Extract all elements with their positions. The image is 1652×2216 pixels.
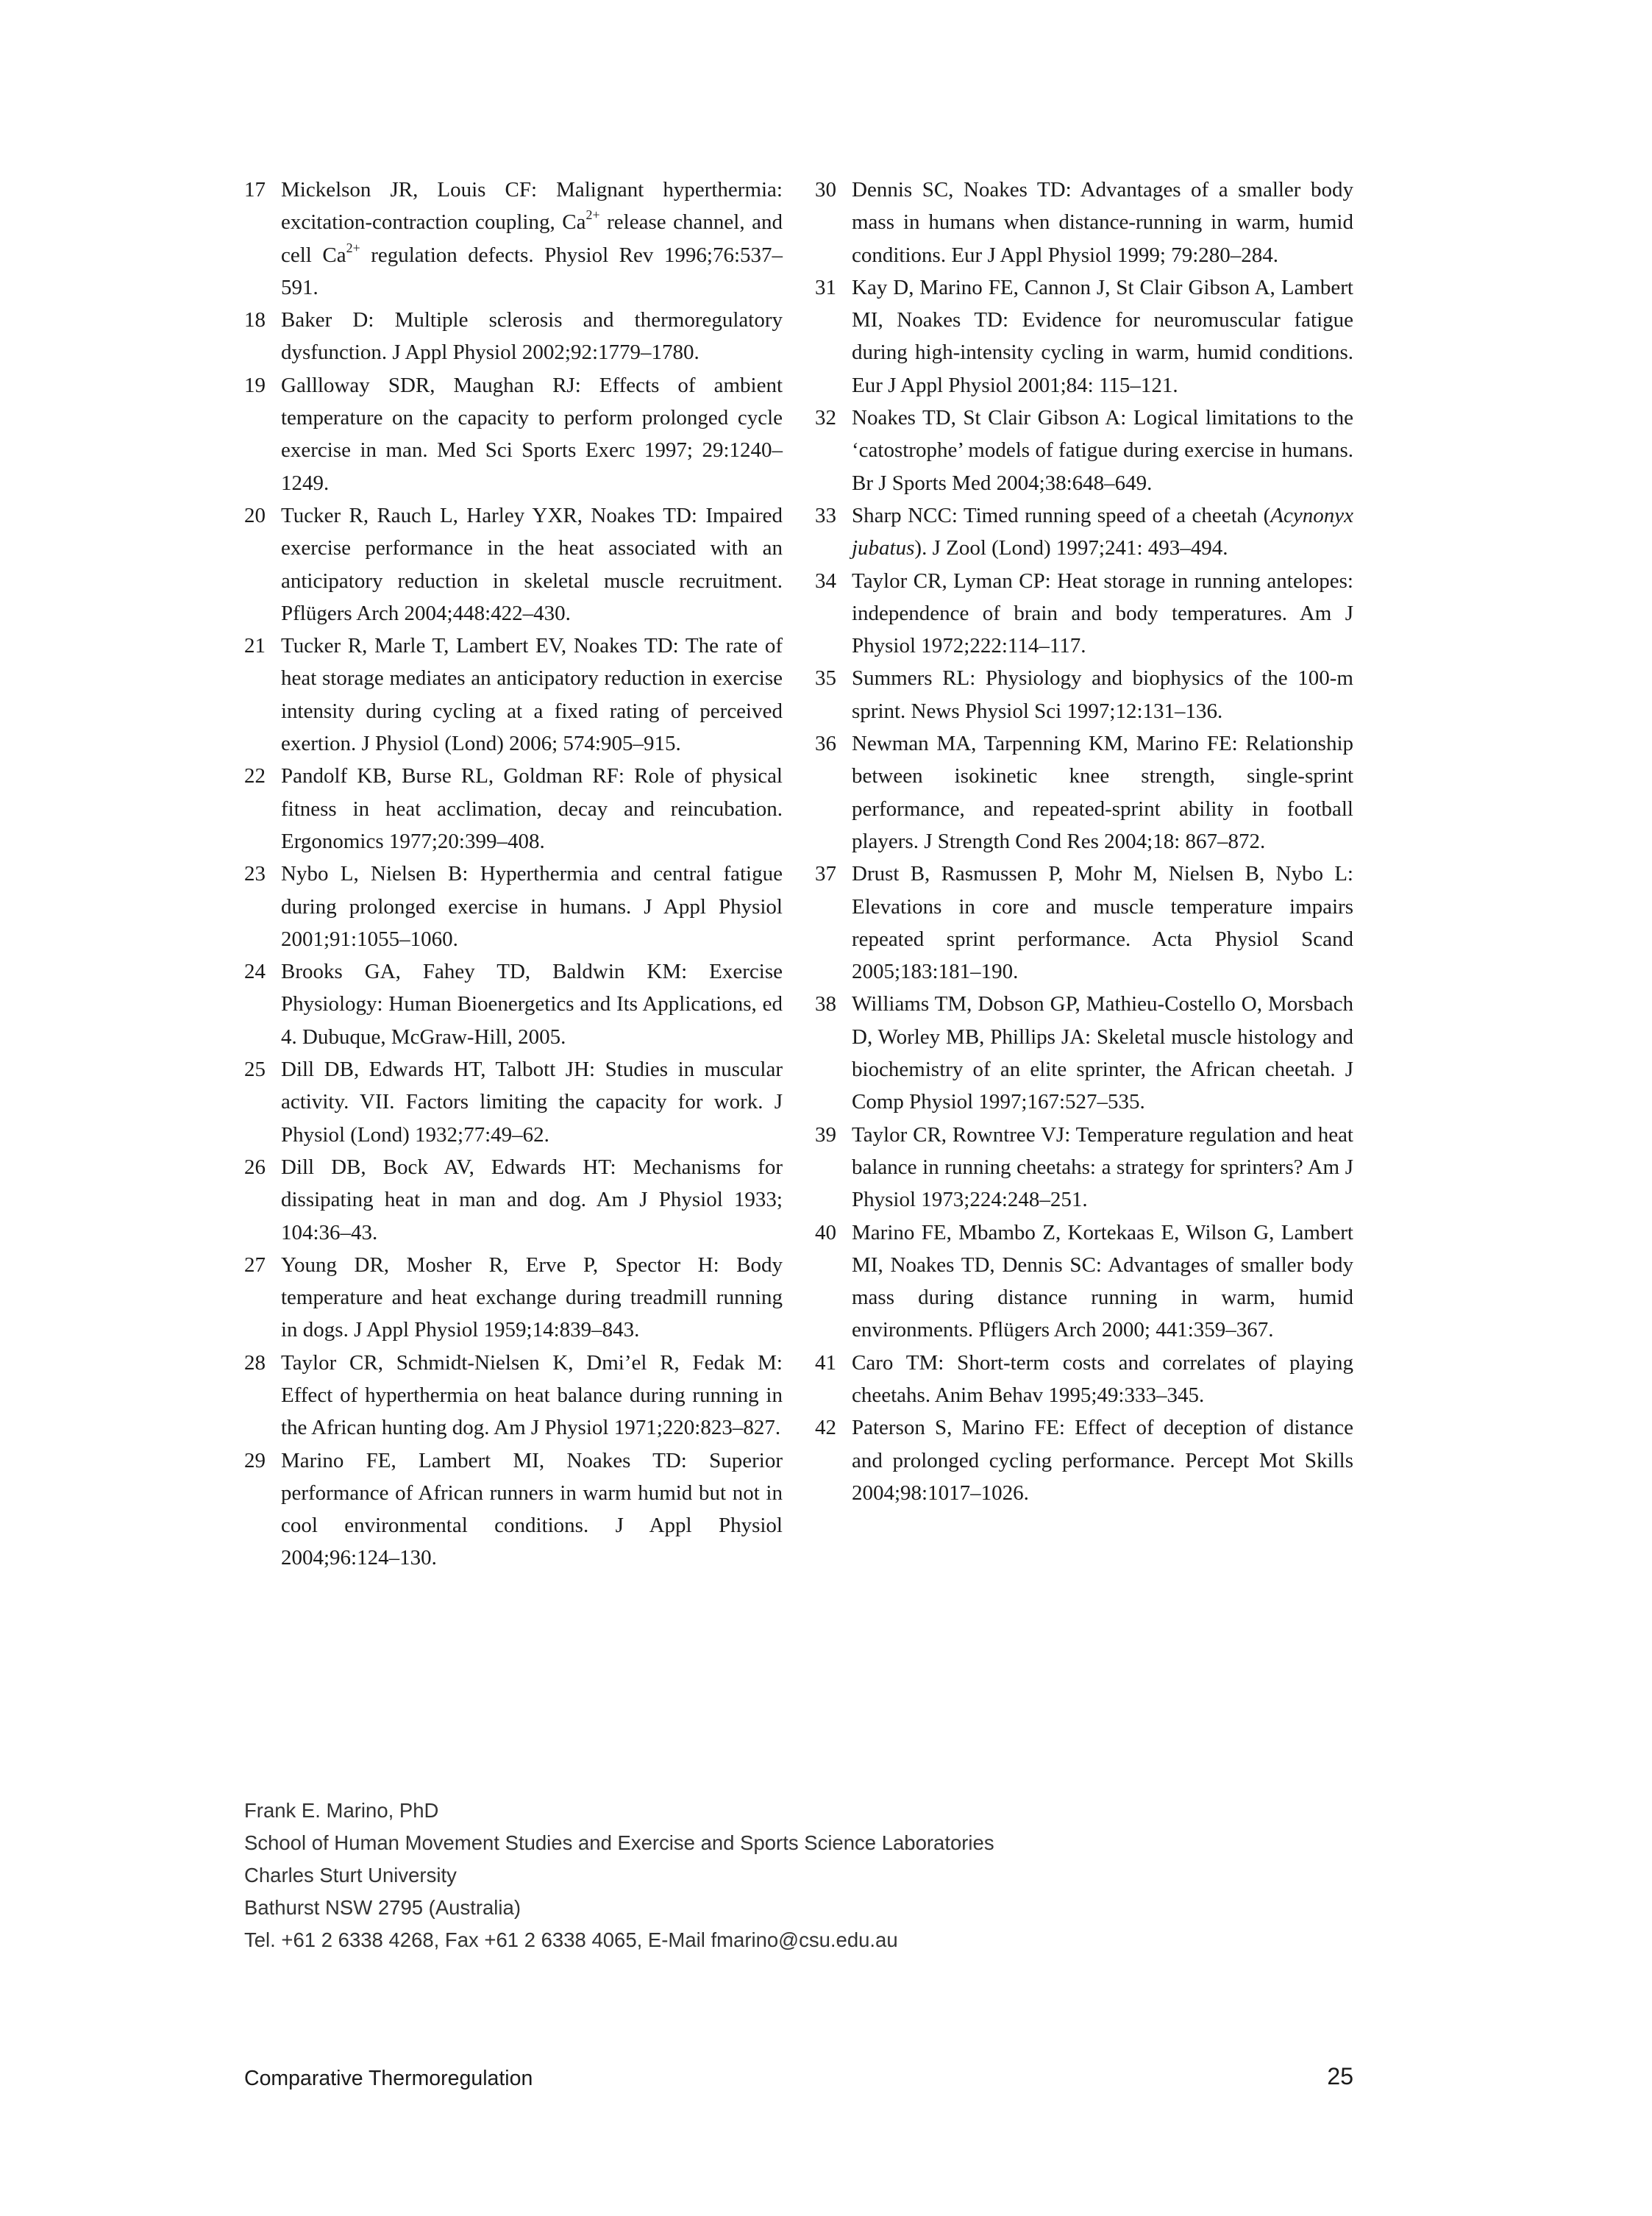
- author-institution: Charles Sturt University: [244, 1864, 457, 1887]
- author-department: School of Human Movement Studies and Exercise and Sports Science Laboratories: [244, 1831, 994, 1854]
- superscript: 2+: [346, 240, 360, 255]
- reference-text: [281, 1058, 783, 1147]
- reference-text: [281, 1351, 783, 1440]
- text-segment: Taylor CR, Rowntree VJ: Temperature regulation and heat balance in running cheetahs: a strategy for sprinters? Am J Physiol 1973;224:248–251.: [852, 1122, 1353, 1212]
- italic-text: Acynonyx jubatus: [852, 503, 1353, 560]
- reference-number: 35: [815, 666, 836, 691]
- reference-number: 42: [815, 1416, 836, 1440]
- reference-item: [815, 662, 1353, 727]
- reference-text: [852, 569, 1353, 658]
- superscript: 2+: [585, 207, 600, 223]
- text-segment: Tucker R, Marle T, Lambert EV, Noakes TD: The rate of heat storage mediates an anticipatory reduction in exercise intensity during cycling at a fixed rating of perceived exertion. J Physiol (Lond) 2006; 574:905–915.: [281, 634, 783, 756]
- reference-item: [244, 760, 783, 858]
- footer-title: Comparative Thermoregulation: [244, 2067, 533, 2090]
- reference-item: [815, 174, 1353, 271]
- reference-number: 19: [244, 373, 266, 397]
- text-segment: Noakes TD, St Clair Gibson A: Logical limitations to the ‘catostrophe’ models of fatigue during exercise in humans. Br J Sports Med 2004;38:648–649.: [852, 406, 1353, 495]
- reference-text: [281, 764, 783, 853]
- reference-item: [244, 174, 783, 304]
- reference-item: [815, 988, 1353, 1118]
- text-segment: Dennis SC, Noakes TD: Advantages of a smaller body mass in humans when distance-running in warm, humid conditions. Eur J Appl Physiol 1999; 79:280–284.: [852, 178, 1353, 267]
- reference-number: 39: [815, 1122, 836, 1147]
- reference-item: [815, 402, 1353, 499]
- text-segment: Baker D: Multiple sclerosis and thermoregulatory dysfunction. J Appl Physiol 2002;92:1779–1780.: [281, 308, 783, 365]
- text-segment: Tucker R, Rauch L, Harley YXR, Noakes TD: Impaired exercise performance in the heat associated with an anticipatory reduction in skeletal muscle recruitment. Pflügers Arch 2004;448:422–430.: [281, 503, 783, 625]
- reference-item: [244, 858, 783, 955]
- reference-item: [815, 565, 1353, 663]
- reference-text: [852, 992, 1353, 1114]
- text-segment: release channel, and cell Ca: [281, 210, 783, 267]
- reference-item: [244, 1249, 783, 1347]
- reference-text: [281, 960, 783, 1049]
- reference-text: [281, 1253, 783, 1342]
- text-segment: Sharp NCC: Timed running speed of a cheetah (: [852, 503, 1271, 527]
- text-segment: ). J Zool (Lond) 1997;241: 493–494.: [914, 536, 1228, 560]
- text-segment: Dill DB, Bock AV, Edwards HT: Mechanisms for dissipating heat in man and dog. Am J Physiol 1933; 104:36–43.: [281, 1155, 783, 1244]
- reference-column-left: [244, 174, 783, 1575]
- reference-item: [244, 955, 783, 1053]
- reference-item: [815, 1119, 1353, 1216]
- reference-number: 34: [815, 569, 836, 593]
- text-segment: Gallloway SDR, Maughan RJ: Effects of ambient temperature on the capacity to perform prolonged cycle exercise in man. Med Sci Sports Exerc 1997; 29:1240–1249.: [281, 373, 783, 495]
- text-segment: Dill DB, Edwards HT, Talbott JH: Studies in muscular activity. VII. Factors limiting the capacity for work. J Physiol (Lond) 1932;77:49–62.: [281, 1058, 783, 1147]
- reference-number: 20: [244, 503, 266, 527]
- author-address: [244, 1795, 994, 1956]
- text-segment: Newman MA, Tarpenning KM, Marino FE: Relationship between isokinetic knee strength, single-sprint performance, and repeated-sprint ability in football players. J Strength Cond Res 2004;18: 867–872.: [852, 732, 1353, 853]
- reference-item: [244, 369, 783, 499]
- reference-number: 18: [244, 308, 266, 332]
- reference-number: 41: [815, 1350, 836, 1375]
- reference-number: 32: [815, 406, 836, 430]
- reference-text: [852, 666, 1353, 722]
- reference-item: [815, 727, 1353, 858]
- reference-item: [815, 1411, 1353, 1509]
- reference-column-right: [815, 174, 1353, 1509]
- reference-item: [815, 1216, 1353, 1347]
- reference-item: [244, 1347, 783, 1444]
- reference-number: 22: [244, 764, 266, 788]
- text-segment: Drust B, Rasmussen P, Mohr M, Nielsen B, Nybo L: Elevations in core and muscle temperature impairs repeated sprint performance. Acta Physiol Scand 2005;183:181–190.: [852, 862, 1353, 984]
- reference-text: [281, 374, 783, 495]
- reference-text: [852, 406, 1353, 495]
- reference-item: [815, 858, 1353, 988]
- page-number: 25: [1327, 2063, 1353, 2089]
- reference-item: [815, 1347, 1353, 1412]
- reference-item: [244, 1053, 783, 1151]
- reference-text: [281, 634, 783, 755]
- reference-text: [852, 1123, 1353, 1212]
- reference-item: [244, 1151, 783, 1249]
- reference-text: [281, 308, 783, 364]
- reference-number: 37: [815, 862, 836, 886]
- text-segment: Brooks GA, Fahey TD, Baldwin KM: Exercise Physiology: Human Bioenergetics and Its Applications, ed 4. Dubuque, McGraw-Hill, 2005.: [281, 960, 783, 1049]
- reference-item: [244, 630, 783, 760]
- reference-text: [281, 178, 783, 299]
- reference-number: 36: [815, 732, 836, 756]
- reference-text: [852, 862, 1353, 983]
- reference-item: [815, 271, 1353, 402]
- text-segment: Marino FE, Mbambo Z, Kortekaas E, Wilson G, Lambert MI, Noakes TD, Dennis SC: Advantages of smaller body mass during distance running in warm, humid environments. Pflügers Arch 2000; 441:359–367.: [852, 1220, 1353, 1342]
- reference-text: [852, 1221, 1353, 1342]
- text-segment: Pandolf KB, Burse RL, Goldman RF: Role of physical fitness in heat acclimation, decay and reincubation. Ergonomics 1977;20:399–408.: [281, 764, 783, 853]
- reference-text: [281, 504, 783, 625]
- text-segment: regulation defects. Physiol Rev 1996;76:537–591.: [281, 243, 783, 299]
- text-segment: Nybo L, Nielsen B: Hyperthermia and central fatigue during prolonged exercise in humans. J Appl Physiol 2001;91:1055–1060.: [281, 862, 783, 951]
- reference-number: 40: [815, 1220, 836, 1244]
- text-segment: Mickelson JR, Louis CF: Malignant hyperthermia: excitation-contraction coupling, Ca: [281, 178, 783, 235]
- reference-text: [852, 1351, 1353, 1407]
- text-segment: Paterson S, Marino FE: Effect of deception of distance and prolonged cycling performance. Percept Mot Skills 2004;98:1017–1026.: [852, 1416, 1353, 1505]
- reference-number: 24: [244, 960, 266, 984]
- author-location: Bathurst NSW 2795 (Australia): [244, 1896, 521, 1919]
- reference-number: 26: [244, 1155, 266, 1179]
- reference-number: 31: [815, 275, 836, 299]
- text-segment: Young DR, Mosher R, Erve P, Spector H: Body temperature and heat exchange during treadmill running in dogs. J Appl Physiol 1959;14:839–843.: [281, 1253, 783, 1342]
- text-segment: Kay D, Marino FE, Cannon J, St Clair Gibson A, Lambert MI, Noakes TD: Evidence for neuromuscular fatigue during high-intensity cycling in warm, humid conditions. Eur J Appl Physiol 2001;84: 115–121.: [852, 275, 1353, 397]
- reference-text: [852, 178, 1353, 267]
- reference-number: 17: [244, 178, 266, 202]
- text-segment: Taylor CR, Lyman CP: Heat storage in running antelopes: independence of brain and body temperatures. Am J Physiol 1972;222:114–117.: [852, 569, 1353, 658]
- reference-item: [244, 499, 783, 630]
- text-segment: Summers RL: Physiology and biophysics of the 100-m sprint. News Physiol Sci 1997;12:131–136.: [852, 666, 1353, 723]
- reference-text: [281, 862, 783, 951]
- reference-item: [815, 499, 1353, 565]
- reference-text: [281, 1449, 783, 1570]
- text-segment: Marino FE, Lambert MI, Noakes TD: Superior performance of African runners in warm humid but not in cool environmental conditions. J Appl Physiol 2004;96:124–130.: [281, 1448, 783, 1570]
- reference-number: 25: [244, 1058, 266, 1082]
- reference-number: 38: [815, 992, 836, 1016]
- author-contact: Tel. +61 2 6338 4268, Fax +61 2 6338 4065, E-Mail fmarino@csu.edu.au: [244, 1928, 898, 1951]
- text-segment: Caro TM: Short-term costs and correlates of playing cheetahs. Anim Behav 1995;49:333–345.: [852, 1350, 1353, 1407]
- reference-number: 33: [815, 503, 836, 527]
- reference-item: [244, 304, 783, 369]
- reference-item: [244, 1444, 783, 1575]
- reference-number: 23: [244, 862, 266, 886]
- reference-text: [852, 732, 1353, 853]
- text-segment: Williams TM, Dobson GP, Mathieu-Costello O, Morsbach D, Worley MB, Phillips JA: Skeletal muscle histology and biochemistry of an elite sprinter, the African cheetah. J Comp Physiol 1997;167:527–535.: [852, 992, 1353, 1114]
- reference-text: [852, 276, 1353, 397]
- reference-number: 21: [244, 634, 266, 658]
- text-segment: Taylor CR, Schmidt-Nielsen K, Dmi’el R, Fedak M: Effect of hyperthermia on heat balance during running in the African hunting dog. Am J Physiol 1971;220:823–827.: [281, 1350, 783, 1440]
- reference-number: 29: [244, 1448, 266, 1472]
- reference-text: [852, 504, 1353, 560]
- reference-text: [852, 1416, 1353, 1505]
- reference-text: [281, 1155, 783, 1244]
- reference-number: 27: [244, 1253, 266, 1277]
- author-name: Frank E. Marino, PhD: [244, 1799, 439, 1822]
- reference-number: 28: [244, 1350, 266, 1375]
- reference-number: 30: [815, 178, 836, 202]
